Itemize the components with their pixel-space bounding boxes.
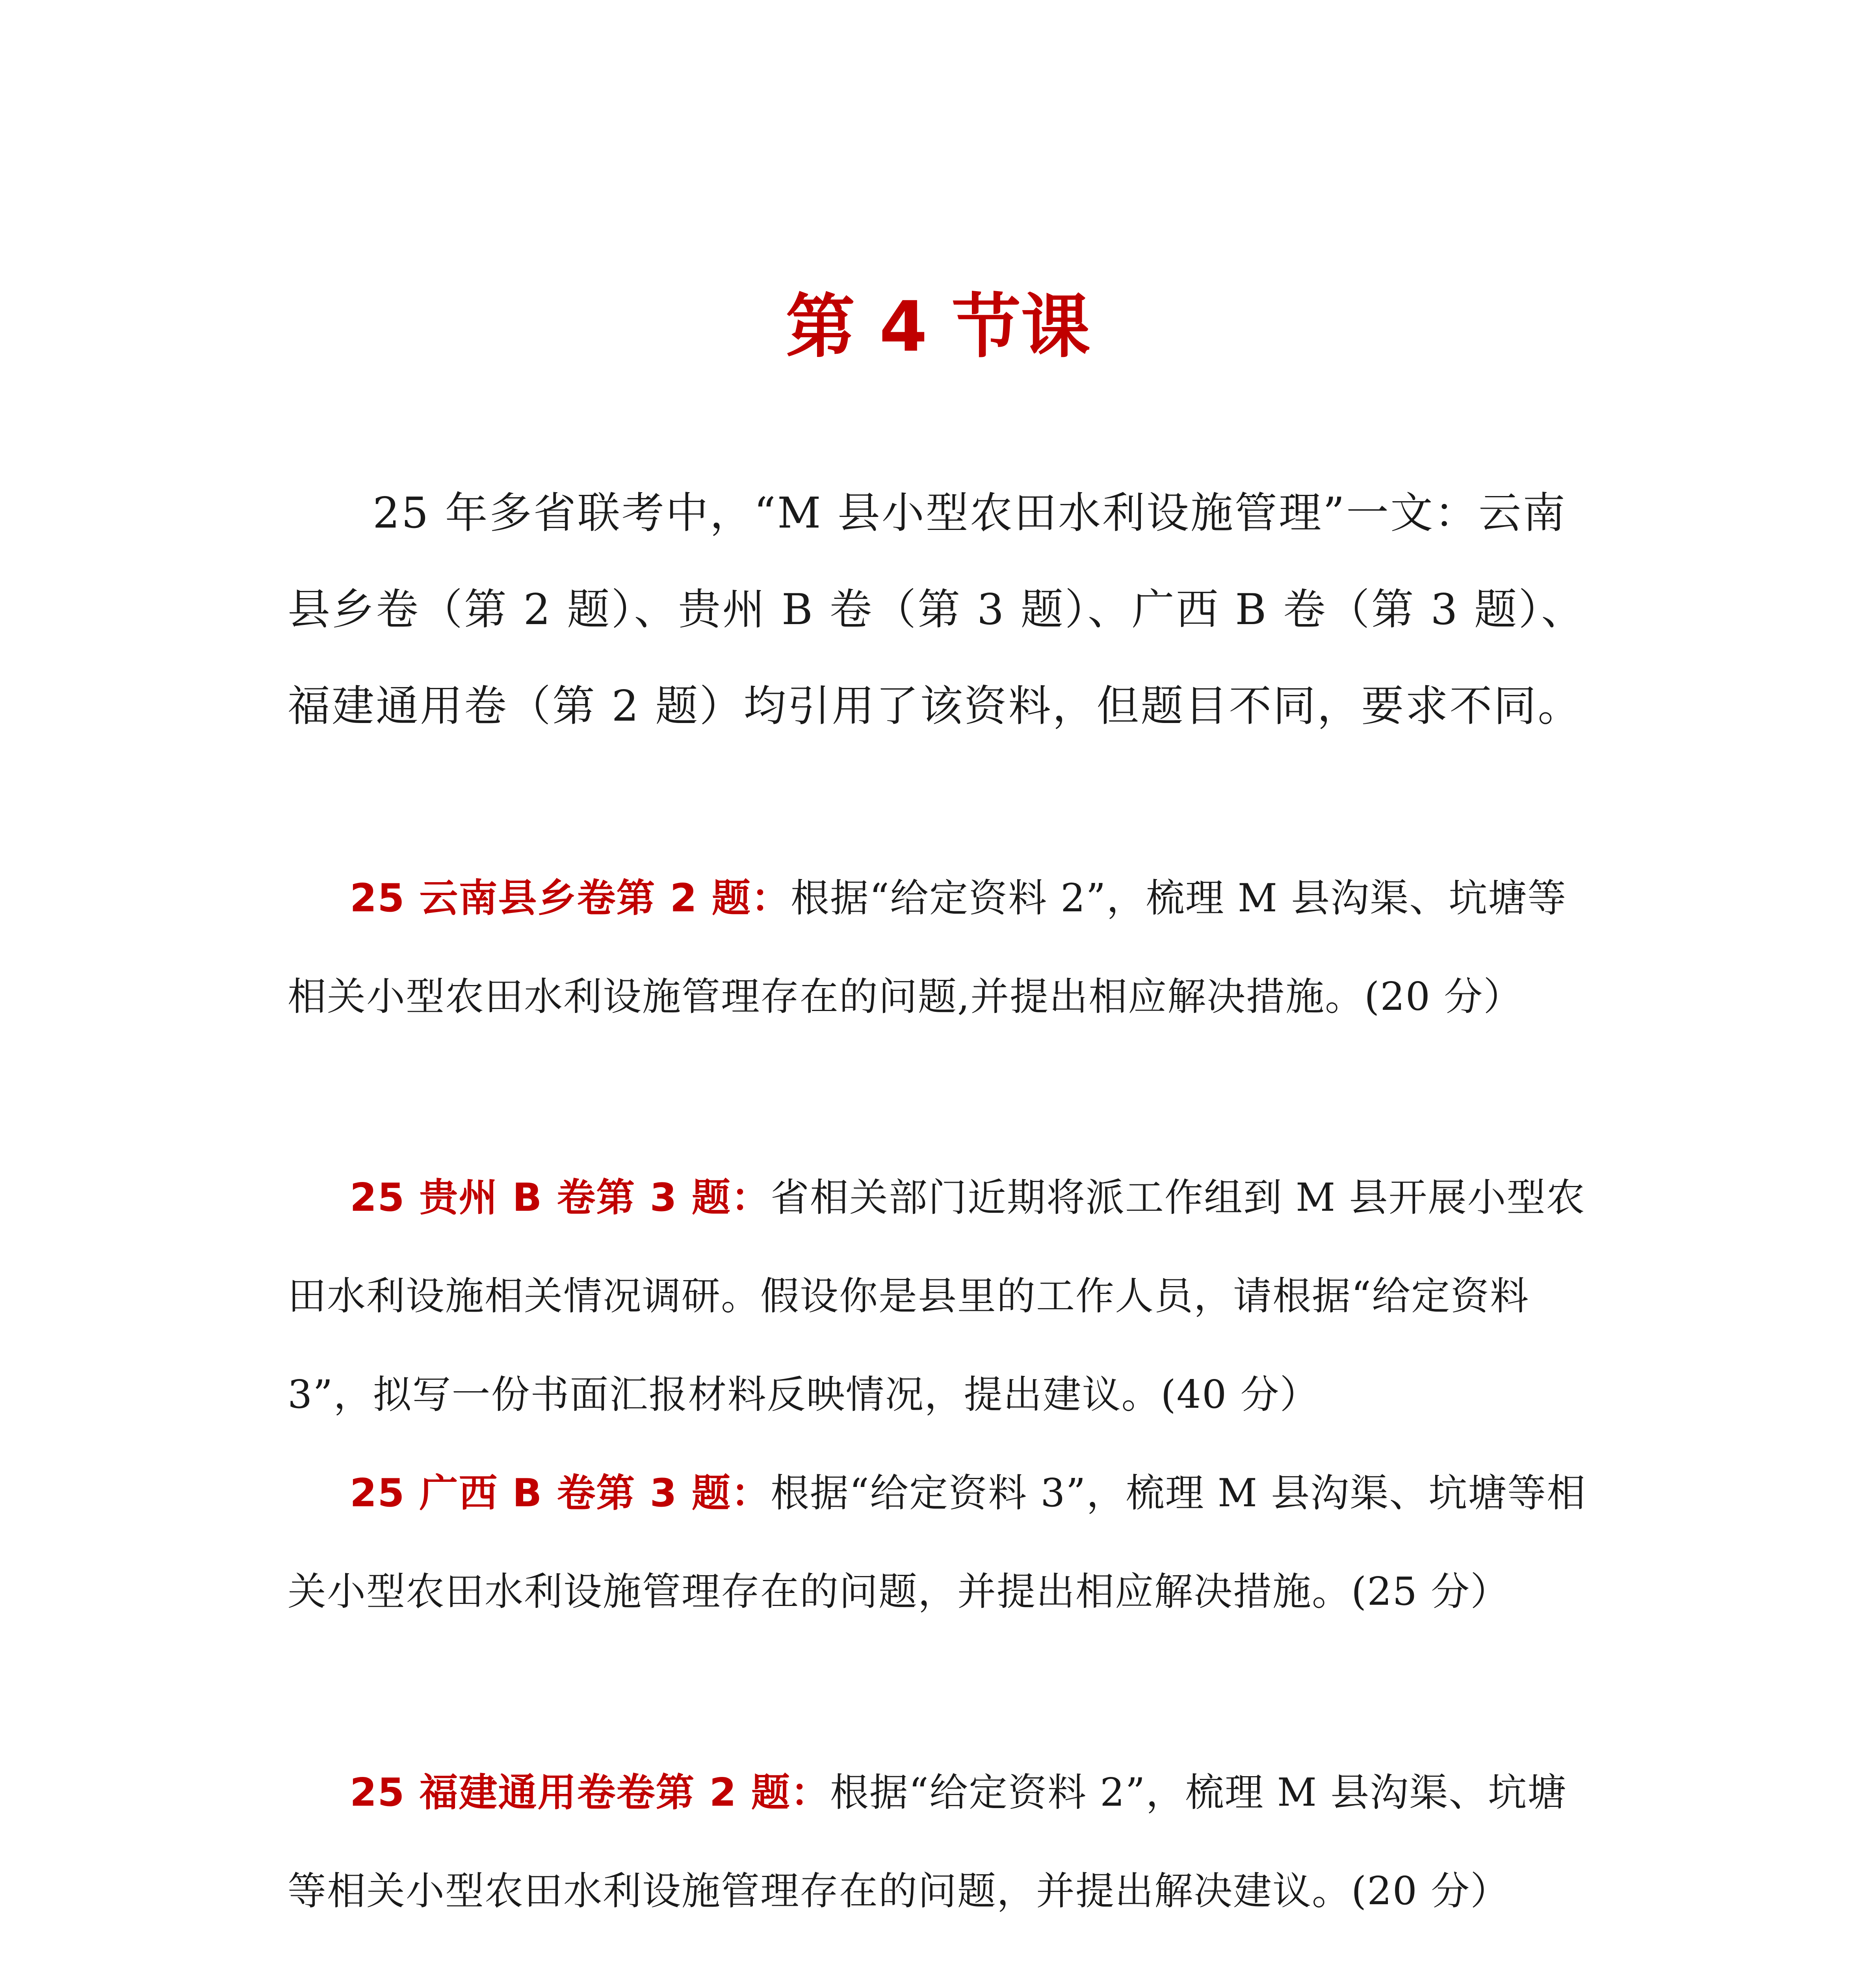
question-text: 根据“给定资料 2”，梳理 M 县沟渠、坑塘等相关小型农田水利设施管理存在的问题,并提出相应解决措施。(20 分） xyxy=(288,876,1567,1019)
question-fujian xyxy=(288,1743,1603,1940)
question-text: 根据“给定资料 3”，梳理 M 县沟渠、坑塘等相关小型农田水利设施管理存在的问题，并提出相应解决措施。(25 分） xyxy=(288,1471,1586,1614)
question-guangxi xyxy=(288,1444,1603,1641)
question-heading: 25 贵州 B 卷第 3 题： xyxy=(350,1175,771,1220)
question-text: 根据“给定资料 2”，梳理 M 县沟渠、坑塘等相关小型农田水利设施管理存在的问题，并提出解决建议。(20 分） xyxy=(288,1770,1567,1914)
question-text: 省相关部门近期将派工作组到 M 县开展小型农田水利设施相关情况调研。假设你是县里的工作人员，请根据“给定资料 3”，拟写一份书面汇报材料反映情况，提出建议。(40 分） xyxy=(288,1175,1586,1417)
question-heading: 25 广西 B 卷第 3 题： xyxy=(350,1471,771,1516)
question-yunnan xyxy=(288,849,1603,1046)
question-guizhou xyxy=(288,1149,1603,1444)
intro-paragraph: 25 年多省联考中，“M 县小型农田水利设施管理”一文：云南县乡卷（第 2 题）、贵州 B 卷（第 3 题）、广西 B 卷（第 3 题）、福建通用卷（第 2 题）均引用了该资料，但题目不同，要求不同。 xyxy=(288,489,1586,731)
question-heading: 25 福建通用卷卷第 2 题： xyxy=(350,1770,830,1815)
page-title: 第 4 节课 xyxy=(786,286,1090,367)
question-heading: 25 云南县乡卷第 2 题： xyxy=(350,876,791,921)
